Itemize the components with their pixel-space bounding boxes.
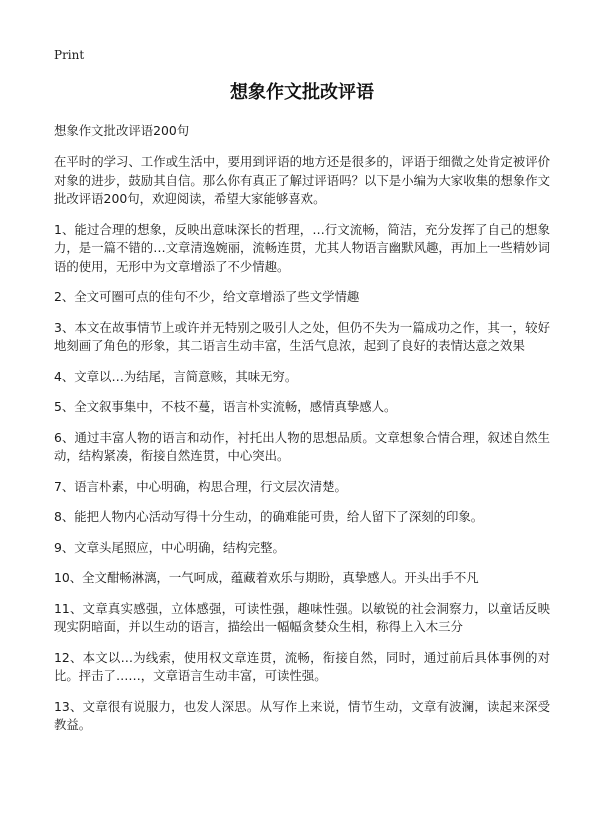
comment-item-3: 3、本文在故事情节上或许并无特别之吸引人之处，但仍不失为一篇成功之作，其一，较好地刻画了角色的形象，其二语言生动丰富，生活气息浓，起到了良好的表情达意之效果 — [54, 319, 550, 353]
comment-item-8: 8、能把人物内心活动写得十分生动，的确难能可贵，给人留下了深刻的印象。 — [54, 509, 484, 524]
comment-item-9: 9、文章头尾照应，中心明确，结构完整。 — [54, 539, 285, 555]
page-title: 想象作文批改评语 — [230, 82, 374, 103]
comment-item-13: 13、文章很有说服力，也发人深思。从写作上来说，情节生动，文章有波澜，读起来深受教益。 — [54, 698, 550, 732]
intro-paragraph: 在平时的学习、工作或生活中，要用到评语的地方还是很多的，评语于细微之处肯定被评价对象的进步，鼓励其自信。那么你有真正了解过评语吗？以下是小编为大家收集的想象作文批改评语200句，欢迎阅读，希望大家能够喜欢。 — [54, 154, 550, 206]
article-subtitle: 想象作文批改评语200句 — [54, 123, 190, 138]
comment-item-1: 1、能过合理的想象，反映出意味深长的哲理，…行文流畅，简洁，充分发挥了自己的想象力，是一篇不错的…文章清逸婉丽，流畅连贯，尤其人物语言幽默风趣，再加上一些精妙词语的使用，无形中为文章增添了不少情趣。 — [54, 221, 550, 274]
comment-item-11: 11、文章真实感强，立体感强，可读性强，趣味性强。以敏锐的社会洞察力，以童话反映现实阴暗面，并以生动的语言，描绘出一幅幅贪婪众生相，称得上入木三分 — [54, 600, 550, 634]
comment-item-4: 4、文章以…为结尾，言简意赅，其味无穷。 — [54, 368, 298, 384]
comment-item-12: 12、本文以…为线索，使用权文章连贯，流畅，衔接自然，同时，通过前后具体事例的对比。抨击了……，文章语言生动丰富，可读性强。 — [54, 649, 550, 683]
comment-item-5: 5、全文叙事集中，不枝不蔓，语言朴实流畅，感情真挚感人。 — [54, 399, 397, 414]
comment-item-7: 7、语言朴素，中心明确，构思合理，行文层次清楚。 — [54, 478, 347, 494]
comment-item-10: 10、全文酣畅淋漓，一气呵成，蕴藏着欢乐与期盼，真挚感人。开头出手不凡 — [54, 570, 479, 585]
print-link[interactable]: Print — [54, 48, 85, 62]
comment-item-2: 2、全文可圈可点的佳句不少，给文章增添了些文学情趣 — [54, 289, 360, 304]
comment-item-6: 6、通过丰富人物的语言和动作，衬托出人物的思想品质。文章想象合情合理，叙述自然生动，结构紧凑，衔接自然连贯，中心突出。 — [54, 429, 550, 463]
